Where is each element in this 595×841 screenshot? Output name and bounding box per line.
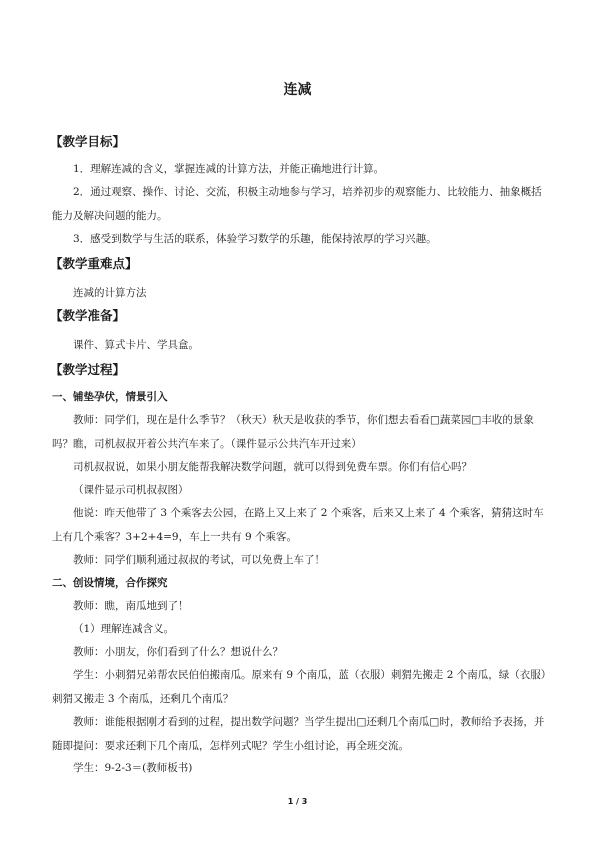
heading-key-points: 【教学重难点】 bbox=[50, 256, 138, 271]
heading-preparation: 【教学准备】 bbox=[50, 308, 126, 323]
process-part1-para-1: 教师：同学们，现在是什么季节？（秋天）秋天是收获的季节，你们想去看看□蔬菜园□丰收的景象吗？瞧，司机叔叔开着公共汽车来了。（课件显示公共汽车开过来） bbox=[52, 414, 534, 450]
goal-2: 2．通过观察、操作、讨论、交流，积极主动地参与学习，培养初步的观察能力、比较能力、抽象概括能力及解决问题的能力。 bbox=[52, 186, 542, 222]
goal-3: 3．感受到数学与生活的联系，体验学习数学的乐趣，能保持浓厚的学习兴趣。 bbox=[73, 233, 437, 245]
preparation-text: 课件、算式卡片、学具盒。 bbox=[73, 339, 199, 351]
goal-1: 1．理解连减的含义，掌握连减的计算方法，并能正确地进行计算。 bbox=[73, 163, 385, 175]
heading-teaching-goals: 【教学目标】 bbox=[50, 134, 126, 149]
process-part1-para-2: 司机叔叔说，如果小朋友能帮我解决数学问题，就可以得到免费车票。你们有信心吗？ bbox=[73, 461, 472, 473]
process-part2-para-2: （1）理解连减含义。 bbox=[73, 623, 175, 635]
process-part1-title: 一、铺垫孕伏，情景引入 bbox=[52, 391, 168, 403]
page-number: 1 / 3 bbox=[287, 797, 308, 806]
process-part1-para-3: （课件显示司机叔叔图） bbox=[73, 484, 189, 496]
process-part1-para-4: 他说：昨天他带了 3 个乘客去公园，在路上又上来了 2 个乘客，后来又上来了 4 个乘客，猜猜这时车上有几个乘客？3+2+4=9，车上一共有 9 个乘客。 bbox=[52, 507, 544, 543]
heading-process: 【教学过程】 bbox=[50, 362, 126, 377]
process-part2-para-3: 教师：小朋友，你们看到了什么？想说什么？ bbox=[73, 646, 283, 658]
key-points-text: 连减的计算方法 bbox=[73, 287, 147, 299]
process-part1-para-5: 教师：同学们顺利通过叔叔的考试，可以免费上车了！ bbox=[73, 554, 325, 566]
process-part2-para-1: 教师：瞧，南瓜地到了！ bbox=[73, 600, 189, 612]
process-part2-para-6: 学生：9-2-3＝(教师板书) bbox=[73, 762, 193, 774]
process-part2-para-5: 教师：谁能根据刚才看到的过程，提出数学问题？当学生提出□还剩几个南瓜□时，教师给予表扬，并随即提问：要求还剩下几个南瓜，怎样列式呢？学生小组讨论，再全班交流。 bbox=[52, 716, 545, 752]
page-title: 连减 bbox=[283, 82, 312, 98]
process-part2-para-4: 学生：小刺猬兄弟帮农民伯伯搬南瓜。原来有 9 个南瓜，蓝（衣服）刺猬先搬走 2 个南瓜，绿（衣服）刺猬又搬走 3 个南瓜，还剩几个南瓜？ bbox=[52, 669, 546, 705]
process-part2-title: 二、创设情境，合作探究 bbox=[52, 577, 168, 589]
